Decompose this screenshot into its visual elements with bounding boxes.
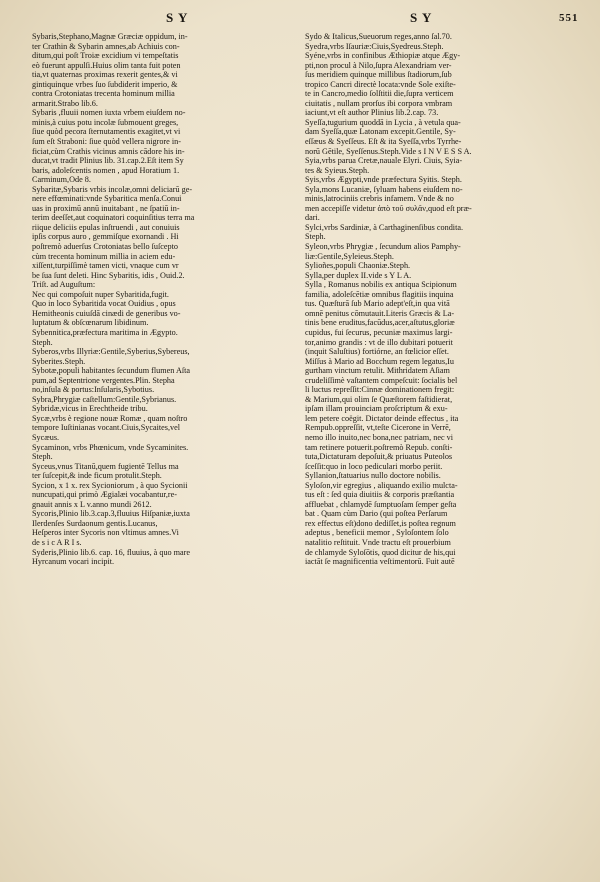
text-line: Sylci,vrbs Sardiniæ, à Carthaginenſibus condita. <box>305 222 464 232</box>
text-line: Sycion, x 1 x. rex Sycioniorum , à quo Sycionii <box>32 480 188 490</box>
text-line: terim deeſſet,aut coquinatori coquinſitius terra ma <box>32 213 195 223</box>
text-line: nere effœminati:vnde Sybaritica menſa.Conui <box>32 194 182 204</box>
text-line: ter Crathin & Sybarin amnes,ab Achiuis con- <box>32 41 180 51</box>
text-line: pti,non procul à Nilo,ſupra Alexandriam ver- <box>305 60 452 70</box>
text-line: Syberos,vrbs Illyriæ:Gentile,Syberius,Sybereus, <box>32 347 190 357</box>
text-line: contra Crotoniatas trecenta hominum millia <box>32 89 175 99</box>
text-line: Syia,vrbs parua Cretæ,nauale Elyri. Ciuis, Syia- <box>305 156 463 166</box>
text-line: luptatum & obſcœnarum libidinum. <box>32 318 149 328</box>
text-line: Syéne,vrbs in confinibus Æthiopiæ atque Ægy- <box>305 51 461 61</box>
text-line: Sylla,per duplex II.vide s Y L A. <box>305 270 412 280</box>
text-line: Hemitheonis cuiuſdā cinædi de generibus vo- <box>32 308 181 318</box>
text-line: Sydo & Italicus,Sueuorum reges,anno ſal.70. <box>305 32 452 41</box>
right-column <box>305 32 567 567</box>
text-line: dari. <box>305 213 320 223</box>
text-line: tam retinere potuerit.poſtremò Repub. conſti- <box>305 442 453 452</box>
text-line: (inquit Saluſtius) fortiórne, an fœlicior eſſet. <box>305 347 449 357</box>
text-line: iactāt ſe magnificentia veſtimentorū. Fuit autē <box>305 557 455 567</box>
text-line: ducat,vt tradit Plinius lib. 31.cap.2.Eſt item Sy <box>32 156 184 166</box>
text-line: armarit.Strabo lib.6. <box>32 98 98 108</box>
text-line: cùm trecenta hominum millia in aciem edu- <box>32 251 176 261</box>
left-column <box>32 32 294 567</box>
text-line: minis,à cuius potu incolæ ſubmouent greges, <box>32 117 179 127</box>
text-line: ditum,qui poſt Troiæ excidium vi tempeſtatis <box>32 51 179 61</box>
text-line: Rempub.oppreſſit, vt,teſte Cicerone in Verrē, <box>305 423 451 433</box>
text-line: poſtremò aduerſus Crotoniatas bello ſuſcepto <box>32 242 178 252</box>
text-line: Sybaritæ,Sybaris vrbis incolæ,omni deliciarū ge- <box>32 184 193 194</box>
text-line: Syceus,vnus Titanū,quem fugientē Tellus ma <box>32 461 179 471</box>
text-line: ſiue quòd pecora ſternutamentis exagitet,vt vi <box>32 127 181 137</box>
text-line: Ilerdenſes Surdaonum gentis.Lucanus, <box>32 518 158 528</box>
text-line: liæ:Gentile,Syleieus.Steph. <box>305 251 394 261</box>
text-line: tus eſt : ſed quia diuitiis & corporis præſtantia <box>305 490 455 500</box>
text-line: gnauit annis x L v.anno mundi 2612. <box>32 499 152 509</box>
text-line: eſſæus & Syeſſeus. Eſt & ita Syeſſa,vrbs Tyrrhe- <box>305 137 462 147</box>
text-line: bat . Quam cùm Dario (qui poſtea Perſarum <box>305 509 448 519</box>
running-head-left: S Y <box>166 10 189 25</box>
text-line: baris, adoleſcentis nomen , apud Horatium 1. <box>32 165 180 175</box>
text-line: dam Syeſſa,quæ Latonam excepit.Gentile, Sy- <box>305 127 456 137</box>
text-line: cupidus, fui ſecurus, pecuniæ maximus largi- <box>305 327 453 337</box>
text-line: Sybennitica,præfectura maritima in Ægypto. <box>32 327 178 337</box>
text-line: gintiquinque vrbes ſuo ſubdiderit imperio, & <box>32 79 178 89</box>
text-line: ficiat,cùm Crathis vicinus amnis cādore his in- <box>32 146 185 156</box>
text-line: Sybra,Phrygiæ caſtellum:Gentile,Sybrianus. <box>32 394 177 404</box>
text-line: lem petere coëgit. Dictator deinde effectus , ita <box>305 413 459 423</box>
text-line: Sybridæ,vicus in Erechtheide tribu. <box>32 404 148 414</box>
text-line: Syberites.Steph. <box>32 356 86 366</box>
text-line: tor,animo grandis : vt de illo dubitari potuerit <box>305 337 453 347</box>
text-line: ſus meridiem quinque millibus ſtadiorum,ſub <box>305 70 452 80</box>
text-line: Triſt. ad Auguſtum: <box>32 280 96 290</box>
text-line: natalitio reſtituit. Vnde tractu eſt prouerbium <box>305 537 451 547</box>
text-line: Syleon,vrbs Phrygiæ , ſecundum alios Pamphy- <box>305 242 461 252</box>
text-line: tempore Iuſtinianas vocant.Ciuis,Sycaites,vel <box>32 423 181 433</box>
text-line: tes & Syieus.Steph. <box>305 165 370 175</box>
text-line: rex effectus eſt)dono dediſſet,is poſtea regnum <box>305 518 456 528</box>
text-line: de chlamyde Syloſōtis, quod dicitur de his,qui <box>305 547 456 557</box>
text-line: Sybaris,Stephano,Magnæ Græciæ oppidum, in- <box>32 32 188 41</box>
text-line: tropico Cancri directè locata:vnde Sole exiſte- <box>305 79 456 89</box>
page-number: 551 <box>559 12 579 24</box>
text-line: Sybaris ,fluuii nomen iuxta vrbem eiuſdem no- <box>32 108 186 118</box>
text-line: Syis,vrbs Ægypti,vnde præfectura Syitis. Steph. <box>305 175 462 185</box>
text-line: gurtham vinctum retulit. Mithridatem Aſiam <box>305 366 450 376</box>
text-line: Syeſſa,tugurium quoddā in Lycia , à vetula qua- <box>305 117 461 127</box>
text-line: nuncupati,qui primò Ægialæi vocabantur,re- <box>32 490 177 500</box>
text-line: Syla,mons Lucaniæ, ſyluam habens eiuſdem no- <box>305 184 463 194</box>
text-line: Carminum,Ode 8. <box>32 175 91 185</box>
text-line: ter ſuſcepit,& inde ficum protulit.Steph. <box>32 471 162 481</box>
text-line: ſceſſit:quo in loco pediculari morbo periit. <box>305 461 443 471</box>
text-line: tuta,Dictaturam depoſuit,& priuatus Puteolos <box>305 452 453 462</box>
text-line: affluebat , chlamydē ſumptuoſam ſemper geſta <box>305 499 457 509</box>
text-line: tinis bene eruditus,facūdus,acer,aſtutus,gloriæ <box>305 318 455 328</box>
text-line: ipſis corpus auro , gemmiſque exornandi . Hi <box>32 232 179 242</box>
text-line: Syderis,Plinio lib.6. cap. 16, fluuius, à quo mare <box>32 547 191 557</box>
text-line: ciuitatis , nullam prorſus ibi corpora vmbram <box>305 98 453 108</box>
text-line: te in Cancro,medio ſolſtitii die,ſupra verticem <box>305 89 454 99</box>
text-line: Steph. <box>32 337 53 347</box>
text-line: minis,latrociniis crebris infamem. Vnde & no <box>305 194 454 204</box>
text-line: Sybotæ,populi habitantes ſecundum flumen Aſta <box>32 366 191 376</box>
text-line: omnē penitus cōmutauit.Literis Græcis & La- <box>305 308 455 318</box>
text-line: ipſam illam prouinciam proſcriptum & exu- <box>305 404 448 414</box>
text-line: familia, adoleſcētiæ omnibus flagitiis inquina <box>305 289 454 299</box>
text-line: Syedra,vrbs Iſauriæ:Ciuis,Syedreus.Steph. <box>305 41 444 51</box>
text-line: ſum eſt Straboni: ſiue quòd vellera nigrore in- <box>32 137 181 147</box>
text-line: Hyrcanum vocari incipit. <box>32 557 115 567</box>
text-line: iaciunt,vt eſt author Plinius lib.2.cap. 73. <box>305 108 439 118</box>
text-line: Miſſus à Mario ad Bocchum regem legatus,Iu <box>305 356 454 366</box>
text-line: nemo illo inuito,nec bona,nec patriam, nec vi <box>305 432 454 442</box>
text-line: uas in proximū annū inuitabant , ne ſpatiū in- <box>32 203 180 213</box>
text-line: men accepiſſe videtur ἀπὸ τοῦ συλᾶν,quod eſt præ- <box>305 203 472 213</box>
text-line: be ſua ſunt deleti. Hinc Sybaritis, idis , Ouid.2. <box>32 270 185 280</box>
text-line: Sylla , Romanus nobilis ex antiqua Scipionum <box>305 280 457 290</box>
text-line: Syloſon,vir egregius , aliquando exilio mulcta- <box>305 480 458 490</box>
text-line: norū Gētile, Syeſſenus.Steph.Vide s I N V E S S A. <box>305 146 472 156</box>
text-line: adeptus , beneficii memor , Syloſontem ſolo <box>305 528 449 538</box>
text-line: tia,vt quaternas proximas rexerit gentes,& vi <box>32 70 178 80</box>
text-line: Nec qui compoſuit nuper Sybaritida,fugit. <box>32 289 169 299</box>
text-line: Syllanion,ſtatuarius nullo doctore nobilis. <box>305 471 441 481</box>
text-line: de s i c A R I s. <box>32 537 82 547</box>
text-line: Steph. <box>305 232 326 242</box>
text-line: Sylioñes,populi Chaoniæ.Steph. <box>305 261 411 271</box>
text-line: Quo in loco Sybaritida vocat Ouidius , opus <box>32 299 176 309</box>
text-line: xiſſent,turpiſſimè tamen victi, vnaque cum vr <box>32 261 179 271</box>
text-line: no,inſula & portus:Inſularis,Sybotius. <box>32 385 155 395</box>
text-line: eò fuerunt appulſi.Huius olim tanta fuit poten <box>32 60 181 70</box>
text-line: Heſperos inter Sycoris non vltimus amnes.Vi <box>32 528 179 538</box>
text-line: Sycæus. <box>32 432 60 442</box>
text-line: & Marium,qui olim ſe Quæſtorem faſtidierat, <box>305 394 453 404</box>
text-line: Sycaminon, vrbs Phœnicum, vnde Sycaminites. <box>32 442 189 452</box>
text-line: pum,ad Septentrione vergentes.Plin. Stepha <box>32 375 175 385</box>
text-line: li luctus repreſſit:Cinnæ dominationem fregit: <box>305 385 455 395</box>
text-line: riique deliciis epulas inſtruendi , aut conuiuis <box>32 222 180 232</box>
text-line: Steph. <box>32 452 53 462</box>
text-line: Sycoris,Plinio lib.3.cap.3,fluuius Hiſpaniæ,iuxta <box>32 509 190 519</box>
text-line: tus. Quæſturā ſub Mario adept'eſt,in qua vitā <box>305 299 450 309</box>
text-line: crudeliſſimè vaſtantem compeſcuit: ſocialis bel <box>305 375 458 385</box>
text-line: Sycæ,vrbs è regione nouæ Romæ , quam noſtro <box>32 413 188 423</box>
running-head-right: S Y <box>410 10 433 25</box>
